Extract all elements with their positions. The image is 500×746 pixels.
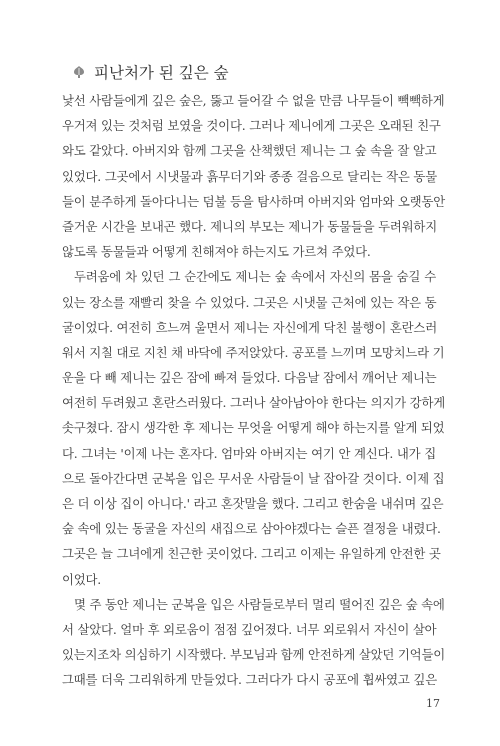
text-line: 으로 돌아간다면 군복을 입은 무서운 사람들이 날 잡아갈 것이다. 이제 집 [62,470,445,486]
text-line: 두려움에 차 있던 그 순간에도 제니는 숲 속에서 자신의 몸을 숨길 수 [74,269,436,285]
body-text [62,88,445,693]
text-line: 있었다. 그곳에서 시냇물과 흙무더기와 종종 걸음으로 달리는 작은 동물 [62,168,437,184]
text-line: 즐거운 시간을 보내곤 했다. 제니의 부모는 제니가 동물들을 두려워하지 [62,218,437,234]
text-line: 낯선 사람들에게 깊은 숲은, 뚫고 들어갈 수 없을 만큼 나무들이 빽빽하게 [62,93,445,108]
text-line: 굴이었다. 여전히 흐느껴 울면서 제니는 자신에게 닥친 불행이 혼란스러 [62,319,437,335]
text-line: 그곳은 늘 그녀에게 친근한 곳이었다. 그리고 이제는 유일하게 안전한 곳 [62,546,441,562]
section-title: 피난처가 된 깊은 숲 [94,64,229,82]
text-line: 이었다. [62,571,102,587]
leaf-icon [72,65,86,79]
text-line: 와도 같았다. 아버지와 함께 그곳을 산책했던 제니는 그 숲 속을 잘 알고 [62,143,437,159]
text-line: 숲 속에 있는 동굴을 자신의 새집으로 삼아야겠다는 슬픈 결정을 내렸다. [62,521,441,537]
text-line: 있는 장소를 재빨리 찾을 수 있었다. 그곳은 시냇물 근처에 있는 작은 동 [62,294,437,310]
text-line: 워서 지칠 대로 지친 채 바닥에 주저앉았다. 공포를 느끼며 모망치느라 기 [62,344,445,360]
text-line: 들이 분주하게 돌아다니는 덤불 등을 탐사하며 아버지와 엄마와 오랫동안 [62,193,445,209]
text-line: 있는지조차 의심하기 시작했다. 부모님과 함께 안전하게 살았던 기억들이 [62,647,445,663]
text-line: 은 더 이상 집이 아니다.' 라고 혼잣말을 했다. 그리고 한숨을 내쉬며 깊은 [62,496,444,511]
text-line: 서 살았다. 얼마 후 외로움이 점점 깊어졌다. 너무 외로워서 자신이 살아 [62,621,437,637]
text-line: 우거져 있는 것처럼 보였을 것이다. 그러나 제니에게 그곳은 오래된 친구 [62,118,441,134]
text-line: 그때를 더욱 그리워하게 만들었다. 그러다가 다시 공포에 휩싸였고 깊은 [62,672,437,688]
text-line: 몇 주 동안 제니는 군복을 입은 사람들로부터 멀리 떨어진 깊은 숲 속에 [74,596,445,612]
text-line: 여전히 두려웠고 혼란스러웠다. 그러나 살아남아야 한다는 의지가 강하게 [62,395,445,411]
page-number: 17 [426,697,440,710]
text-line: 않도록 동물들과 어떻게 친해져야 하는지도 가르쳐 주었다. [62,244,371,260]
section-heading [72,60,229,84]
text-line: 다. 그녀는 '이제 나는 혼자다. 엄마와 아버지는 여기 안 계신다. 내가 집 [62,445,436,461]
text-line: 솟구쳤다. 잠시 생각한 후 제니는 무엇을 어떻게 해야 하는지를 알게 되었 [62,420,445,436]
text-line: 운을 다 빼 제니는 깊은 잠에 빠져 들었다. 다음날 잠에서 깨어난 제니는 [62,370,437,386]
